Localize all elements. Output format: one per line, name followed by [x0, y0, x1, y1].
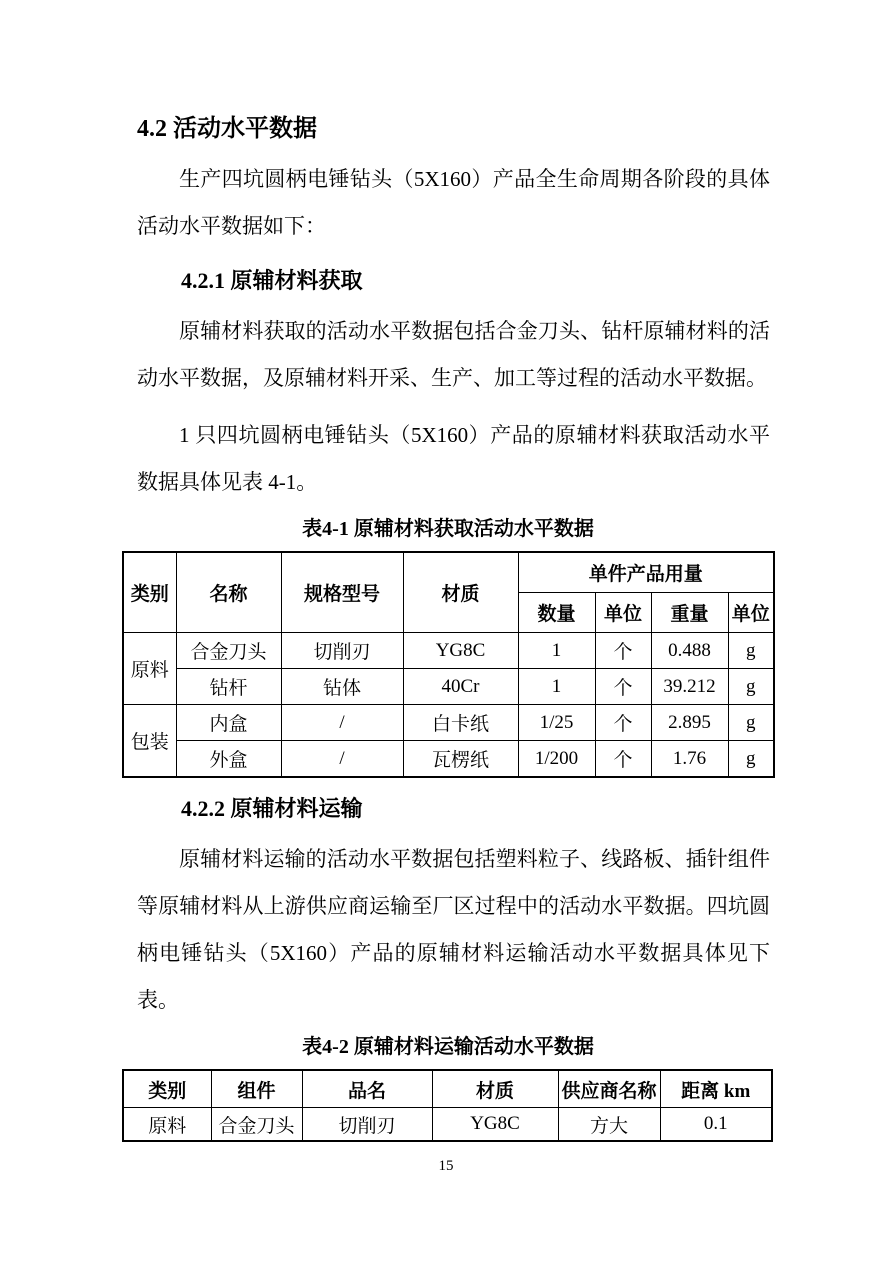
page-number: 15 — [438, 1158, 454, 1174]
table2-header-distance: 距离 km — [660, 1070, 772, 1108]
table-cell: 1 — [518, 669, 595, 705]
section-heading-4-2: 4.2 活动水平数据 — [137, 116, 317, 142]
paragraph-see-table-4-1: 1 只四坑圆柄电锤钻头（5X160）产品的原辅材料获取活动水平数据具体见表 4-1。 — [137, 423, 770, 494]
table-cell: / — [281, 741, 403, 778]
table-cell: 钻杆 — [176, 669, 281, 705]
table-cell: 瓦楞纸 — [403, 741, 518, 778]
table-cell: 合金刀头 — [176, 633, 281, 669]
table-cell: 原料 — [123, 1108, 211, 1142]
table-cell: YG8C — [432, 1108, 558, 1142]
table-cell: 钻体 — [281, 669, 403, 705]
table1-header-quantity-unit: 单位 — [595, 593, 651, 633]
table1-header-weight-unit: 单位 — [728, 593, 774, 633]
table1-header-category: 类别 — [123, 552, 176, 633]
table-cell: 方大 — [558, 1108, 660, 1142]
table-cell: 0.488 — [651, 633, 728, 669]
table-cell: 内盒 — [176, 705, 281, 741]
table-cell: g — [728, 633, 774, 669]
table-cell: 合金刀头 — [211, 1108, 302, 1142]
paragraph-materials-acquisition: 原辅材料获取的活动水平数据包括合金刀头、钻杆原辅材料的活动水平数据，及原辅材料开采、生产、加工等过程的活动水平数据。 — [137, 319, 770, 390]
table2-header-product-name: 品名 — [302, 1070, 432, 1108]
table-cell: 个 — [595, 669, 651, 705]
table-row — [123, 741, 774, 778]
table-row — [123, 633, 774, 669]
table-cell: 外盒 — [176, 741, 281, 778]
table-cell: 切削刃 — [281, 633, 403, 669]
table1-header-name: 名称 — [176, 552, 281, 633]
table-4-1 — [122, 551, 775, 778]
table-cell: 40Cr — [403, 669, 518, 705]
intro-paragraph: 生产四坑圆柄电锤钻头（5X160）产品全生命周期各阶段的具体活动水平数据如下： — [137, 167, 770, 238]
table1-header-quantity: 数量 — [518, 593, 595, 633]
table-cell: 白卡纸 — [403, 705, 518, 741]
subsection-heading-4-2-2: 4.2.2 原辅材料运输 — [181, 796, 363, 821]
paragraph-materials-transport: 原辅材料运输的活动水平数据包括塑料粒子、线路板、插针组件等原辅材料从上游供应商运输至厂区过程中的活动水平数据。四坑圆柄电锤钻头（5X160）产品的原辅材料运输活动水平数据具体见下表。 — [137, 847, 770, 1012]
table-cell: 1/200 — [518, 741, 595, 778]
table1-header-weight: 重量 — [651, 593, 728, 633]
table-cell: g — [728, 669, 774, 705]
table-cell: 1.76 — [651, 741, 728, 778]
table1-category-packaging: 包装 — [123, 705, 176, 778]
table2-header-material: 材质 — [432, 1070, 558, 1108]
table1-header-spec: 规格型号 — [281, 552, 403, 633]
table-cell: 个 — [595, 705, 651, 741]
table-cell: 1 — [518, 633, 595, 669]
table-cell: 个 — [595, 741, 651, 778]
table-cell: g — [728, 705, 774, 741]
table-cell: g — [728, 741, 774, 778]
table2-header-component: 组件 — [211, 1070, 302, 1108]
table1-header-material: 材质 — [403, 552, 518, 633]
table2-caption: 表4-2 原辅材料运输活动水平数据 — [302, 1036, 594, 1058]
table1-category-raw: 原料 — [123, 633, 176, 705]
table2-header-category: 类别 — [123, 1070, 211, 1108]
table-cell: 1/25 — [518, 705, 595, 741]
table-cell: 39.212 — [651, 669, 728, 705]
table-4-2 — [122, 1069, 773, 1142]
table-row — [123, 705, 774, 741]
table-cell: 个 — [595, 633, 651, 669]
table-cell: 2.895 — [651, 705, 728, 741]
table-cell: 切削刃 — [302, 1108, 432, 1142]
subsection-heading-4-2-1: 4.2.1 原辅材料获取 — [181, 268, 363, 293]
table-row — [123, 669, 774, 705]
table1-header-per-unit-group: 单件产品用量 — [518, 552, 774, 593]
table-cell: YG8C — [403, 633, 518, 669]
table1-caption: 表4-1 原辅材料获取活动水平数据 — [302, 518, 594, 540]
table-cell: 0.1 — [660, 1108, 772, 1142]
table-cell: / — [281, 705, 403, 741]
table-row — [123, 1108, 772, 1142]
table2-header-supplier: 供应商名称 — [558, 1070, 660, 1108]
